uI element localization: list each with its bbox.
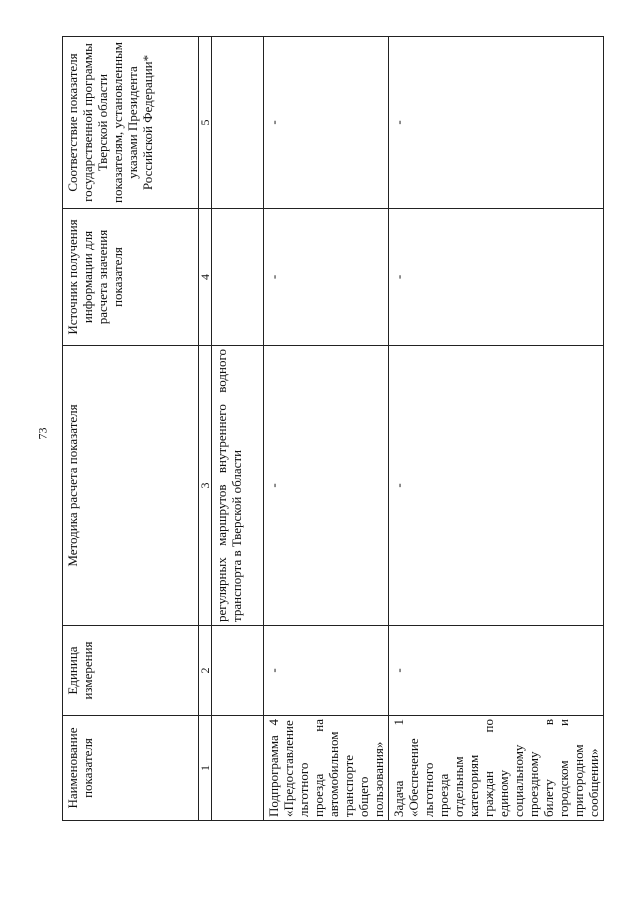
cell-name: Задача 1 «Обеспечение льготного проезда отдельным категориям граждан по единому социальному проездному билету в городском и пригородном сообщении»: [389, 716, 604, 821]
cell-compliance: -: [264, 37, 389, 209]
table-row: [212, 37, 264, 821]
table-row: [264, 37, 389, 821]
indicator-table: [62, 36, 604, 821]
cell-compliance: [212, 37, 264, 209]
cell-method: -: [389, 346, 604, 626]
cell-unit: [212, 626, 264, 716]
cell-unit: -: [264, 626, 389, 716]
column-number-row: [199, 37, 212, 821]
table-row: [389, 37, 604, 821]
cell-source: -: [264, 209, 389, 346]
header-unit: Единица измерения: [63, 626, 199, 716]
column-number: 2: [199, 626, 212, 716]
header-indicator-name: Наименование показателя: [63, 716, 199, 821]
page-number: 73: [35, 427, 50, 440]
table-header-row: [63, 37, 199, 821]
cell-method: регулярных маршрутов внутреннего водного транспорта в Тверской области: [212, 346, 264, 626]
cell-source: [212, 209, 264, 346]
cell-name: [212, 716, 264, 821]
cell-compliance: -: [389, 37, 604, 209]
indicator-table-sheet: [62, 37, 601, 821]
cell-name: Подпрограмма 4 «Предоставление льготного проезда на автомобильном транспорте общего пользования»: [264, 716, 389, 821]
header-compliance: Соответствие показателя государственной программы Тверской области показателям, установленным указами Президента Российской Федерации*: [63, 37, 199, 209]
header-source: Источник получения информации для расчета значения показателя: [63, 209, 199, 346]
column-number: 1: [199, 716, 212, 821]
column-number: 3: [199, 346, 212, 626]
header-method: Методика расчета показателя: [63, 346, 199, 626]
column-number: 4: [199, 209, 212, 346]
column-number: 5: [199, 37, 212, 209]
cell-method: -: [264, 346, 389, 626]
cell-source: -: [389, 209, 604, 346]
cell-unit: -: [389, 626, 604, 716]
